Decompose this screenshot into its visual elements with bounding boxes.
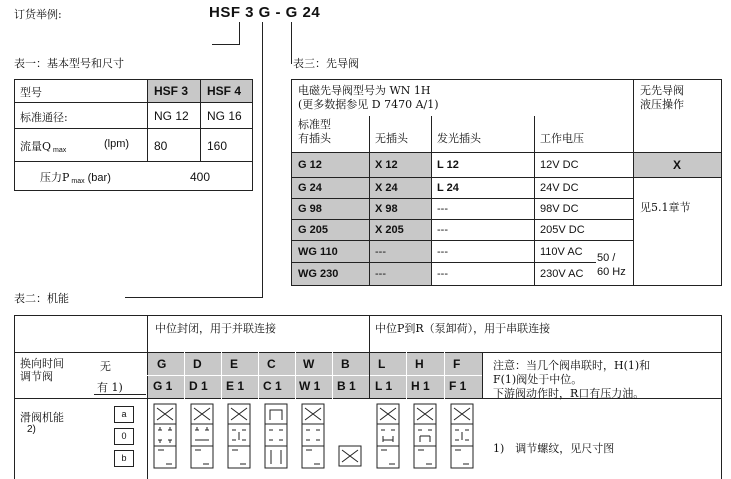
table1-ng16: NG 16 [207, 109, 242, 123]
col-standard-line1: 标准型 [298, 118, 331, 131]
code-none: L [378, 357, 386, 371]
note-line1: 注意：当几个阀串联时，H(1)和 [493, 359, 651, 372]
row-std: WG 230 [298, 268, 339, 280]
table1-flow-80: 80 [154, 139, 168, 153]
side-note: 见5.1章节 [640, 201, 691, 214]
code-none: H [415, 357, 424, 371]
group1-label: 中位封闭，用于并联连接 [155, 322, 276, 335]
spool-L-symbol [377, 404, 399, 468]
table1-hsf3: HSF 3 [154, 84, 189, 98]
code-none: B [341, 357, 350, 371]
row-no: X 205 [375, 224, 404, 236]
row-led: --- [437, 224, 448, 236]
col-standard-line2: 有插头 [298, 132, 331, 145]
row-no: X 98 [375, 203, 398, 215]
row-volt: 24V DC [540, 182, 579, 194]
row-volt: 12V DC [540, 159, 579, 171]
freq-line2: 60 Hz [597, 266, 626, 278]
spool-C-symbol [265, 404, 287, 468]
table1-hsf4: HSF 4 [207, 84, 242, 98]
code-with: W 1 [299, 379, 321, 393]
code-with: E 1 [226, 379, 245, 393]
code-none: W [303, 357, 315, 371]
position-b: b [114, 450, 134, 467]
spool-label: 滑阀机能 [20, 411, 64, 424]
row-led: L 24 [437, 182, 459, 194]
side-x: X [673, 158, 682, 172]
spool-H-symbol [414, 404, 436, 468]
table3-header-line1: 电磁先导阀型号为 WN 1H [298, 84, 431, 97]
note-line2: F(1)阀处于中位。 [493, 373, 583, 386]
code-with: D 1 [189, 379, 208, 393]
table1-pressure-400: 400 [190, 170, 211, 184]
position-0: 0 [114, 428, 134, 445]
table3-side-header-line1: 无先导阀 [640, 84, 684, 97]
row-std: G 12 [298, 159, 322, 171]
table1-row-model-label: 型号 [20, 86, 42, 99]
row-volt: 230V AC [540, 268, 584, 280]
table1-row-pressure-label: 压力P $_{max}$ (bar) [40, 171, 111, 185]
code-with: L 1 [375, 379, 393, 393]
table3-header-line2: (更多数据参见 D 7470 A/1) [298, 98, 439, 111]
table3-side-header-line2: 液压操作 [640, 98, 684, 111]
spool-symbols [148, 400, 482, 479]
freq-line1: 50 / [597, 252, 616, 264]
code-none: F [453, 357, 461, 371]
table1-row-flow-label: 流量Q $_{max}$ [20, 140, 67, 154]
spool-B-symbol [339, 446, 361, 466]
row-led: --- [437, 246, 448, 258]
order-example-label: 订货举例: [14, 8, 62, 21]
row-label-line1: 换向时间 [20, 357, 64, 370]
code-with: F 1 [449, 379, 467, 393]
spool-D-symbol [191, 404, 213, 468]
code-none: G [157, 357, 167, 371]
footnote: 1) 调节螺纹，见尺寸图 [493, 442, 615, 455]
row-no: X 24 [375, 182, 398, 194]
table1-caption: 表一：基本型号和尺寸 [14, 57, 124, 70]
row-volt: 205V DC [540, 224, 585, 236]
code-with: B 1 [337, 379, 356, 393]
spool-E-symbol [228, 404, 250, 468]
code-with: H 1 [411, 379, 430, 393]
spool-G-symbol [154, 404, 176, 468]
spool-note: 2) [27, 424, 36, 435]
row-volt: 110V AC [540, 246, 583, 258]
row-no: --- [375, 246, 386, 258]
row-std: G 205 [298, 224, 328, 236]
order-code: HSF 3 G - G 24 [209, 4, 321, 21]
none-label: 无 [100, 360, 111, 373]
with-label: 有 1) [97, 381, 123, 394]
row-std: WG 110 [298, 246, 338, 258]
spool-W-symbol [302, 404, 324, 468]
row-std: G 24 [298, 182, 322, 194]
row-led: L 12 [437, 159, 459, 171]
spool-F-symbol [451, 404, 473, 468]
row-volt: 98V DC [540, 203, 579, 215]
code-with: C 1 [263, 379, 282, 393]
col-voltage: 工作电压 [540, 132, 584, 145]
row-std: G 98 [298, 203, 322, 215]
code-none: D [193, 357, 202, 371]
row-led: --- [437, 203, 448, 215]
col-no-plug: 无插头 [375, 132, 408, 145]
table1-ng12: NG 12 [154, 109, 189, 123]
table1-flow-unit: (lpm) [104, 138, 130, 150]
table2-caption: 表二：机能 [14, 292, 69, 305]
table3-caption: 表三：先导阀 [293, 57, 359, 70]
row-no: X 12 [375, 159, 398, 171]
group2-label: 中位P到R（泵卸荷），用于串联连接 [375, 322, 551, 335]
note-line3: 下游阀动作时，R口有压力油。 [493, 387, 645, 400]
row-label-line2: 调节阀 [20, 370, 53, 383]
col-led-plug: 发光插头 [437, 132, 481, 145]
code-none: C [267, 357, 276, 371]
row-led: --- [437, 268, 448, 280]
table1-flow-160: 160 [207, 139, 228, 153]
code-none: E [230, 357, 239, 371]
row-no: --- [375, 268, 386, 280]
table1-row-size-label: 标准通径: [20, 111, 68, 124]
code-with: G 1 [153, 379, 173, 393]
position-a: a [114, 406, 134, 423]
